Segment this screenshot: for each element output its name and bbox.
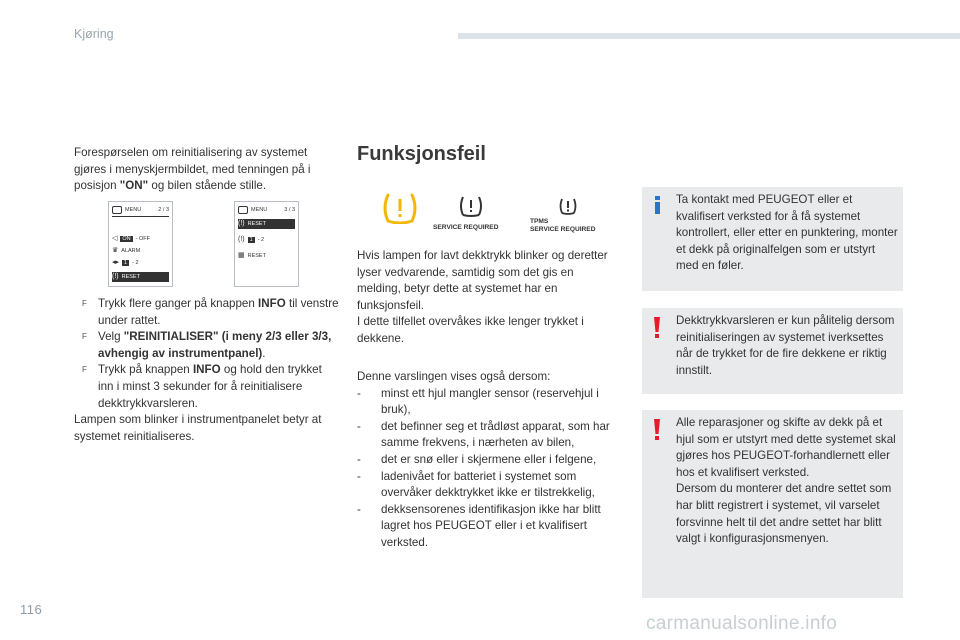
screen-row-alarm: ♛ ALARM [112, 247, 141, 254]
screen-divider [112, 216, 169, 217]
warning-box: Dekktrykkvarsleren er kun pålitelig dersom reinitialiseringen av systemet iverksettes når de trykket for de fire dekkene er riktig innstilt. [642, 308, 903, 394]
tyre-service-icon [458, 195, 484, 217]
instruction-step: F Trykk på knappen INFO og hold den trykket inn i minst 3 sekunder for å reinitialisere dekktrykkvarsleren. [82, 363, 322, 410]
screen-header: MENU 2 / 3 [112, 205, 169, 215]
tyre-warning-icon: (!) [238, 220, 245, 227]
header-rule [458, 33, 960, 39]
menu-icon [112, 206, 122, 214]
exclamation-icon [654, 419, 660, 441]
arrow-bullet-icon: F [82, 299, 87, 308]
list-item: - minst ett hjul mangler sensor (reservehjul i bruk), [357, 386, 599, 417]
speaker-icon: ◁ [112, 235, 118, 242]
exclamation-icon [654, 317, 660, 339]
page-number: 116 [20, 602, 43, 617]
list-item: - ladenivået for batteriet i systemet som overvåker dekktrykket ikke er tilstrekkelig, [357, 469, 595, 500]
tpms-tyre-icon [558, 197, 578, 215]
menu-icon [238, 206, 248, 214]
list-item: - det er snø eller i skjermene eller i felgene, [357, 452, 597, 466]
watermark: carmanualsonline.info [646, 613, 838, 634]
tyre-warning-icon: (!) [238, 236, 245, 243]
screen-header: MENU 3 / 3 [238, 205, 295, 215]
screen-row-number: (!) 1 - 2 [238, 236, 265, 243]
screen-row-reset-selected: (!) RESET [238, 219, 295, 229]
display-screen-menu-3 [234, 201, 299, 287]
instruction-step: F Velg "REINITIALISER" (i meny 2/3 eller 3/3, avhengig av instrumentpanel). [82, 330, 332, 360]
film-icon: ▦ [238, 252, 245, 259]
warning-box: Alle reparasjoner og skifte av dekk på et hjul som er utstyrt med dette systemet skal gjøres hos PEUGEOT-forhandlernett eller hos et kvalifisert verksted. Dersom du monterer det andre settet som har blitt registrert i systemet, vil varselet forsvinne helt til det andre settet har blitt valgt i konfigurasjonsmenyen. [642, 410, 903, 598]
screen-row-reset: ▦ RESET [238, 252, 266, 259]
chapter-title: Kjøring [74, 27, 114, 41]
list-item: - det befinner seg et trådløst apparat, som har samme frekvens, i nærheten av bilen, [357, 419, 610, 450]
instructions [74, 296, 340, 445]
list-item: - dekksensorenes identifikasjon ikke har blitt lagret hos PEUGEOT eller i et kvalifisert verksted. [357, 502, 601, 549]
arrow-bullet-icon: F [82, 332, 87, 342]
instruction-step: F Trykk flere ganger på knappen INFO til venstre under rattet. [82, 297, 339, 327]
conditions-list: Denne varslingen vises også dersom: - minst ett hjul mangler sensor (reservehjul i bruk), - det befinner seg et trådløst apparat, som har samme frekvens, i nærheten av bilen, - det er snø eller i skjermene eller i felgene, - ladenivået for batteriet i systemet som overvåker dekktrykket ikke er tilstrekkelig, - dekksensorenes identifikasjon ikke har blitt lagret hos PEUGEOT eller i et kvalifisert verksted. [357, 369, 623, 552]
arrows-icon: ◂▸ [112, 259, 120, 266]
malfunction-paragraph: Hvis lampen for lavt dekktrykk blinker og deretter lyser vedvarende, samtidig som det gis en melding, betyr dette at systemet har en funksjonsfeil. I dette tilfellet overvåkes ikke lenger trykket i dekkene. [357, 249, 608, 345]
tyre-pressure-warning-lamp-icon [380, 192, 420, 224]
screen-row-reset-selected: (!) RESET [112, 272, 169, 282]
screen-row-sound: ◁ ON - OFF [112, 235, 150, 242]
info-icon [655, 196, 660, 214]
screen-row-number: ◂▸ 1 - 2 [112, 259, 139, 266]
service-required-label: SERVICE REQUIRED [433, 224, 499, 231]
section-heading: Funksjonsfeil [357, 143, 486, 165]
closing-paragraph: Lampen som blinker i instrumentpanelet betyr at systemet reinitialiseres. [74, 413, 322, 443]
info-box: Ta kontakt med PEUGEOT eller et kvalifisert verksted for å få systemet kontrollert, eller etter en punktering, monter et dekk på originalfelgen som er utstyrt med en føler. [642, 187, 903, 291]
display-screen-menu-2 [108, 201, 173, 287]
arrow-bullet-icon: F [82, 365, 87, 375]
tyre-warning-icon: (!) [112, 273, 119, 280]
alarm-icon: ♛ [112, 247, 119, 254]
intro-paragraph: Forespørselen om reinitialisering av systemet gjøres i menyskjermbildet, med tenningen på i posisjon "ON" og bilen stående stille. [74, 146, 311, 193]
tpms-service-label: TPMS SERVICE REQUIRED [530, 218, 596, 233]
